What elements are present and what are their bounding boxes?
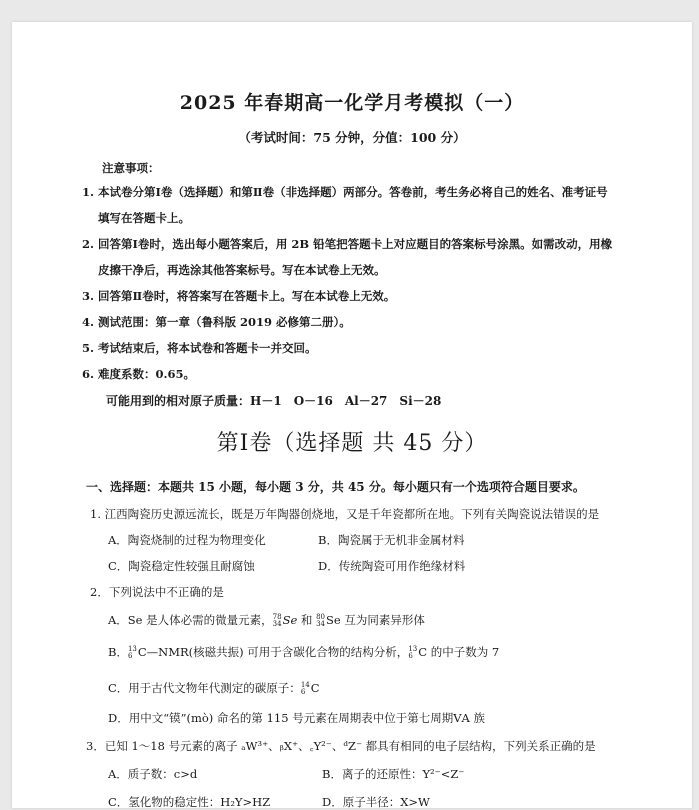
exam-page [12, 22, 692, 808]
isotope-notation: 80 34 [316, 613, 325, 628]
isotope-notation: 13 6 [408, 645, 418, 660]
atomic-masses: 可能用到的相对原子质量：H－1 O－16 Al－27 Si－28 [106, 394, 442, 408]
question-1-option-c: C．陶瓷稳定性较强且耐腐蚀 [108, 559, 255, 573]
notice-item-1: 1. 本试卷分第Ⅰ卷（选择题）和第Ⅱ卷（非选择题）两部分。答卷前，考生务必将自己的姓名、准考证号 [82, 185, 608, 199]
question-3-option-c: C．氢化物的稳定性：H₂Y>HZ [108, 795, 271, 809]
isotope-notation: 78 34 [272, 613, 282, 628]
notice-item-6: 6. 难度系数：0.65。 [82, 367, 196, 381]
notice-item-1-cont: 填写在答题卡上。 [98, 211, 190, 225]
question-3-option-a: A．质子数：c>d [108, 767, 198, 781]
notice-item-2-cont: 皮擦干净后，再选涂其他答案标号。写在本试卷上无效。 [98, 263, 386, 277]
question-2-option-d: D．用中文“镆”(mò) 命名的第 115 号元素在周期表中位于第七周期ⅤA 族 [108, 711, 485, 725]
notice-item-4: 4. 测试范围：第一章（鲁科版 2019 必修第二册）。 [82, 315, 351, 329]
notice-heading: 注意事项： [102, 161, 160, 175]
question-1-option-a: A．陶瓷烧制的过程为物理变化 [108, 533, 266, 547]
section-title: 第Ⅰ卷（选择题 共 45 分） [216, 431, 488, 456]
question-3-option-b: B．离子的还原性：Y²⁻<Z⁻ [322, 767, 465, 781]
question-1-option-d: D．传统陶瓷可用作绝缘材料 [318, 559, 466, 573]
isotope-notation: 13 6 [127, 645, 137, 660]
exam-subtitle: （考试时间：75 分钟，分值：100 分） [238, 130, 466, 145]
question-2-option-c: C．用于古代文物年代测定的碳原子： 14 6 C [108, 681, 320, 696]
exam-title: 2025 年春期高一化学月考模拟（一） [179, 92, 525, 114]
section-instruction: 一、选择题：本题共 15 小题，每小题 3 分，共 45 分。每小题只有一个选项符合题目要求。 [86, 480, 585, 494]
notice-item-3: 3. 回答第Ⅱ卷时，将答案写在答题卡上。写在本试卷上无效。 [82, 289, 396, 303]
question-2-option-a: A．Se 是人体必需的微量元素， 78 34 Se 和 80 34 Se 互为同素异形体 [108, 613, 425, 628]
question-1-option-b: B．陶瓷属于无机非金属材料 [318, 533, 465, 547]
question-2-stem: 2．下列说法中不正确的是 [90, 585, 224, 599]
question-2-option-b: B． 13 6 C—NMR(核磁共振) 可用于含碳化合物的结构分析， 13 6 C 的中子数为 7 [108, 645, 500, 660]
notice-item-2: 2. 回答第Ⅰ卷时，选出每小题答案后，用 2B 铅笔把答题卡上对应题目的答案标号涂黑。如需改动，用橡 [82, 237, 613, 251]
question-1-stem: 1. 江西陶瓷历史源远流长，既是万年陶器创烧地，又是千年瓷都所在地。下列有关陶瓷说法错误的是 [90, 507, 600, 521]
notice-item-5: 5. 考试结束后，将本试卷和答题卡一并交回。 [82, 341, 317, 355]
question-3-option-d: D．原子半径：X>W [322, 795, 430, 809]
question-3-stem: 3．已知 1～18 号元素的离子 ₐW³⁺、ᵦX⁺、꜀Y²⁻、ᵈZ⁻ 都具有相同的电子层结构，下列关系正确的是 [86, 739, 596, 753]
isotope-notation: 14 6 [300, 681, 310, 696]
